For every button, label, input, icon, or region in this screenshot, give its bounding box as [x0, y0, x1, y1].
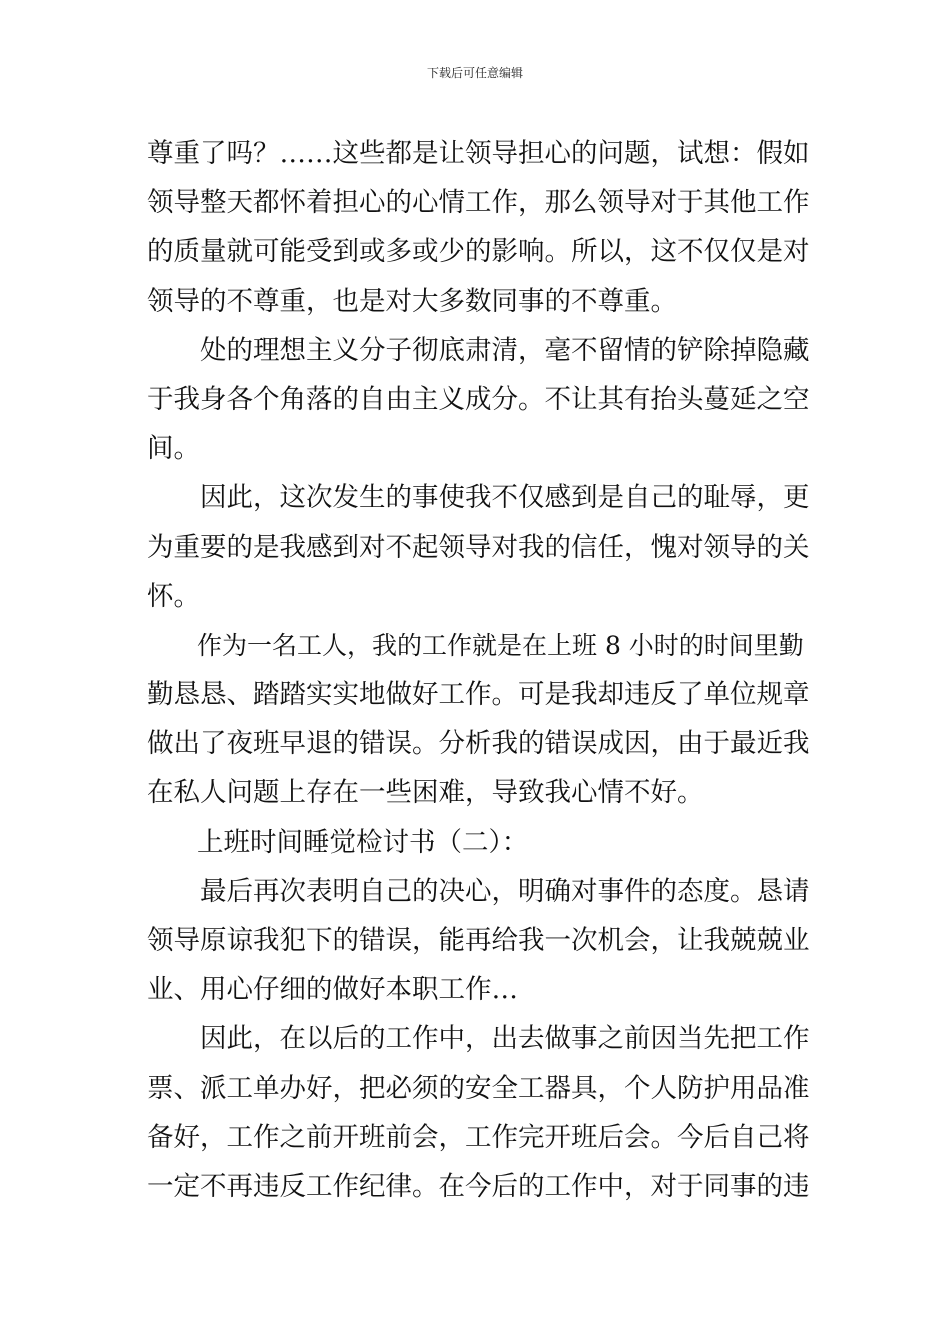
- text-line: 于我身各个角落的自由主义成分。不让其有抬头蔓延之空: [147, 383, 810, 415]
- text-line: 勤恳恳、踏踏实实地做好工作。可是我却违反了单位规章: [147, 679, 810, 711]
- text-line: 领导整天都怀着担心的心情工作，那么领导对于其他工作: [147, 187, 810, 219]
- text-line: 领导原谅我犯下的错误，能再给我一次机会，让我兢兢业: [147, 925, 810, 956]
- text-line: 备好，工作之前开班前会，工作完开班后会。今后自己将: [147, 1121, 810, 1153]
- text-line: 做出了夜班早退的错误。分析我的错误成因，由于最近我: [147, 728, 810, 760]
- text-line: 的质量就可能受到或多或少的影响。所以，这不仅仅是对: [147, 236, 810, 268]
- section-heading: 上班时间睡觉检讨书（二）：: [197, 826, 529, 858]
- text-line: 领导的不尊重，也是对大多数同事的不尊重。: [147, 285, 677, 317]
- text-line: 作为一名工人，我的工作就是在上班 8 小时的时间里勤: [197, 630, 804, 660]
- text-line: 在私人问题上存在一些困难，导致我心情不好。: [147, 777, 704, 809]
- page-header: 下载后可任意编辑: [426, 66, 523, 80]
- text-line: 最后再次表明自己的决心，明确对事件的态度。恳请: [200, 875, 810, 907]
- text-line: 间。: [147, 433, 200, 465]
- text-line: 票、派工单办好，把必须的安全工器具，个人防护用品准: [147, 1072, 810, 1104]
- text-line: 一定不再违反工作纪律。在今后的工作中，对于同事的违: [147, 1170, 810, 1202]
- text-line: 处的理想主义分子彻底肃清，毫不留情的铲除掉隐藏: [200, 334, 810, 366]
- text-line: 因此，在以后的工作中，出去做事之前因当先把工作: [200, 1023, 810, 1055]
- text-line: 怀。: [147, 580, 200, 612]
- document-body: [147, 129, 809, 1211]
- text-line: 尊重了吗？……这些都是让领导担心的问题，试想：假如: [147, 138, 810, 169]
- text-line: 因此，这次发生的事使我不仅感到是自己的耻辱，更: [200, 482, 810, 514]
- text-line: 为重要的是我感到对不起领导对我的信任，愧对领导的关: [147, 531, 810, 563]
- text-line: 业、用心仔细的做好本职工作…: [147, 974, 518, 1006]
